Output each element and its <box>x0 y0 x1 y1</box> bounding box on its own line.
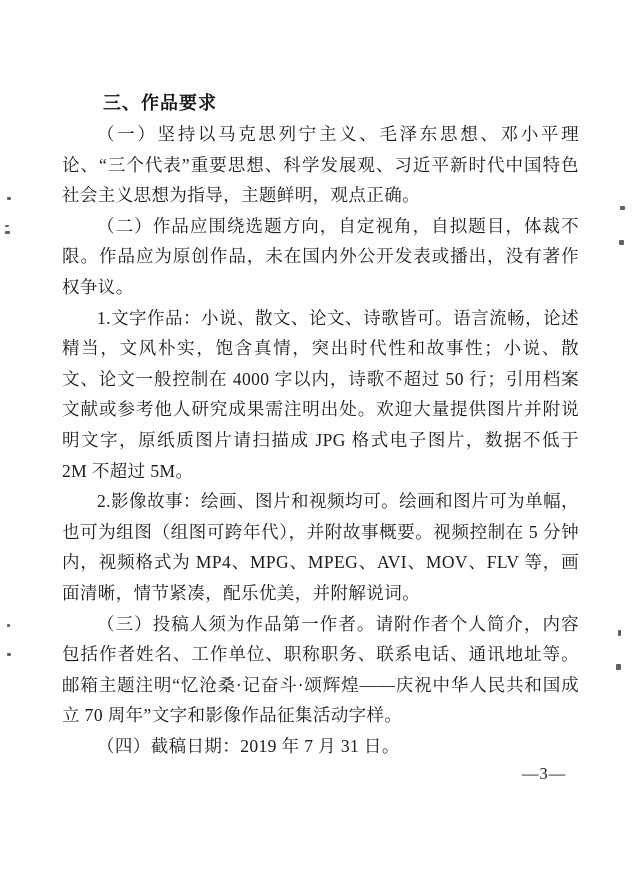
scan-speckle <box>7 653 11 656</box>
scan-speckle <box>5 225 9 227</box>
scan-speckle <box>620 206 625 210</box>
paragraph-1: （一）坚持以马克思列宁主义、毛泽东思想、邓小平理论、“三个代表”重要思想、科学发展观、习近平新时代中国特色社会主义思想为指导，主题鲜明，观点正确。 <box>62 124 579 206</box>
paragraph-4: 2.影像故事：绘画、图片和视频均可。绘画和图片可为单幅，也可为组图（组图可跨年代），并附故事概要。视频控制在 5 分钟内，视频格式为 MP4、MPG、MPEG、AVI、MOV、FLV 等，画面清晰，情节紧凑，配乐优美，并附解说词。 <box>62 491 579 603</box>
section-heading: 三、作品要求 <box>103 93 217 113</box>
document-body <box>62 88 579 761</box>
paragraph-2: （二）作品应围绕选题方向，自定视角，自拟题目，体裁不限。作品应为原创作品，未在国内外公开发表或播出，没有著作权争议。 <box>62 215 579 297</box>
paragraph-5: （三）投稿人须为作品第一作者。请附作者个人简介，内容包括作者姓名、工作单位、职称职务、联系电话、通讯地址等。邮箱主题注明“忆沧桑·记奋斗·颂辉煌——庆祝中华人民共和国成立 70 周年”文字和影像作品征集活动字样。 <box>62 613 579 726</box>
paragraph-6: （四）截稿日期：2019 年 7 月 31 日。 <box>97 735 400 756</box>
page-number: —3— <box>522 764 567 783</box>
scan-speckle <box>7 624 10 627</box>
paragraph-3: 1.文字作品：小说、散文、论文、诗歌皆可。语言流畅，论述精当，文风朴实，饱含真情，突出时代性和故事性；小说、散文、论文一般控制在 4000 字以内，诗歌不超过 50 行；引用档案文献或参考他人研究成果需注明出处。欢迎大量提供图片并附说明文字，原纸质图片请扫描成 JPG 格式电子图片，数据不低于 2M 不超过 5M。 <box>62 307 579 481</box>
scan-speckle <box>616 664 621 670</box>
scan-speckle <box>7 197 11 200</box>
scan-speckle <box>5 231 10 234</box>
scan-speckle <box>618 630 621 636</box>
scan-speckle <box>619 240 624 245</box>
